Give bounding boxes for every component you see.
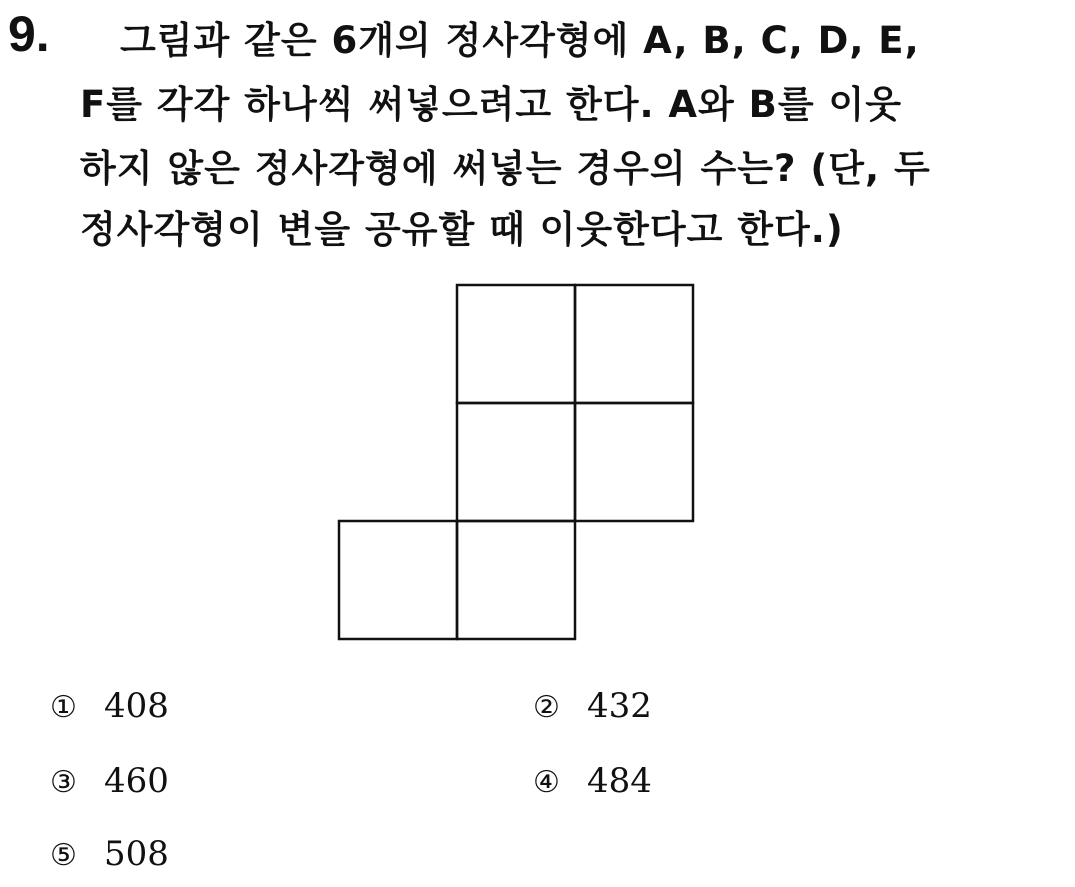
choice-4[interactable] <box>533 761 652 803</box>
choice-1-mark: ① <box>50 690 77 725</box>
choice-2-value: 432 <box>587 686 652 726</box>
square-top-right <box>575 285 693 403</box>
choice-2-mark: ② <box>533 690 560 725</box>
question-number: 9. <box>8 6 50 62</box>
choice-3-value: 460 <box>104 761 169 801</box>
question-text-line-4: 정사각형이 변을 공유할 때 이웃한다고 한다.) <box>80 208 844 251</box>
choice-4-mark: ④ <box>533 765 560 800</box>
choice-5-value: 508 <box>104 834 169 874</box>
choice-5-mark: ⑤ <box>50 838 77 873</box>
square-middle-left <box>457 403 575 521</box>
choice-5[interactable] <box>50 834 169 876</box>
choice-3-mark: ③ <box>50 765 77 800</box>
square-top-left <box>457 285 575 403</box>
square-bottom-middle <box>457 521 575 639</box>
choice-2[interactable] <box>533 686 652 728</box>
choice-3[interactable] <box>50 761 169 803</box>
question-text-line-2: F를 각각 하나씩 써넣으려고 한다. A와 B를 이웃 <box>80 83 902 126</box>
question-text-line-1: 그림과 같은 6개의 정사각형에 A, B, C, D, E, <box>120 19 920 62</box>
choice-1[interactable] <box>50 686 169 728</box>
six-squares-figure <box>330 278 700 648</box>
choice-1-value: 408 <box>104 686 169 726</box>
square-bottom-left <box>339 521 457 639</box>
question-text-line-3: 하지 않은 정사각형에 써넣는 경우의 수는? (단, 두 <box>80 147 931 190</box>
choice-4-value: 484 <box>587 761 652 801</box>
square-middle-right <box>575 403 693 521</box>
